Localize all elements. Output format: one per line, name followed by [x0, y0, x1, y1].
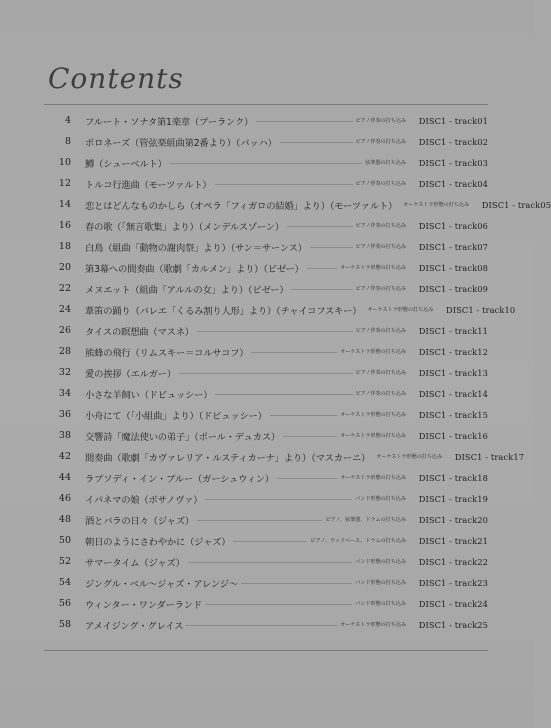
entry-accompaniment-note: ピアノ伴奏の打ち込み [355, 139, 406, 145]
entry-page-number: 20 [58, 262, 71, 273]
entry-track: DISC1 - track03 [418, 157, 488, 168]
entry-leader-line [215, 394, 352, 395]
entry-title: 小舟にて（「小組曲」より）（ドビュッシー） [85, 410, 267, 422]
entry-accompaniment-note: バンド形態の打ち込み [355, 559, 406, 565]
entry-page-number: 12 [58, 178, 71, 189]
entry-title: メヌエット（組曲「アルルの女」より）（ビゼー） [85, 284, 289, 296]
title-divider [44, 104, 488, 105]
entry-page-number: 52 [58, 556, 71, 567]
entry-accompaniment-note: オーケストラ形態の打ち込み [340, 349, 406, 355]
entry-page-number: 16 [58, 220, 71, 231]
entry-title: ポロネーズ（管弦楽組曲第2番より）（バッハ） [85, 137, 277, 149]
entry-track: DISC1 - track17 [454, 451, 525, 462]
entry-title: イパネマの娘（ボサノヴァ） [85, 494, 203, 506]
entry-track: DISC1 - track13 [418, 367, 488, 378]
entry-page-number: 26 [58, 325, 71, 336]
entry-title: 白鳥（組曲「動物の謝肉祭」より）（サン＝サーンス） [85, 242, 307, 254]
entry-leader-line [205, 604, 352, 605]
entry-accompaniment-note: オーケストラ形態の打ち込み [340, 475, 406, 481]
entry-track: DISC1 - track06 [418, 220, 488, 231]
entry-page-number: 48 [58, 514, 71, 525]
entry-title: トルコ行進曲（モーツァルト） [85, 179, 212, 191]
entry-accompaniment-note: ピアノ伴奏の打ち込み [355, 118, 406, 124]
toc-entry [44, 551, 488, 572]
entry-leader-line [197, 520, 322, 521]
toc-entry [44, 383, 488, 404]
entry-leader-line [170, 163, 363, 164]
entry-track: DISC1 - track09 [418, 283, 488, 294]
entry-leader-line [291, 289, 352, 290]
entry-page-number: 28 [58, 346, 71, 357]
entry-title: ラプソディ・イン・ブルー（ガーシュウィン） [85, 473, 274, 485]
entry-accompaniment-note: オーケストラ形態の打ち込み [403, 202, 470, 208]
toc-entry [44, 341, 488, 362]
entry-leader-line [270, 415, 337, 416]
entry-accompaniment-note: オーケストラ形態の打ち込み [340, 433, 406, 439]
toc-entry [44, 194, 551, 215]
toc-entry [44, 215, 488, 236]
entry-title: ジングル・ベル～ジャズ・アレンジ～ [85, 578, 238, 590]
entry-accompaniment-note: オーケストラ形態の打ち込み [340, 412, 406, 418]
toc-entry [44, 572, 488, 593]
entry-accompaniment-note: オーケストラ形態の打ち込み [340, 622, 406, 628]
entry-title: 鱒（シューベルト） [85, 158, 167, 170]
entry-leader-line [310, 247, 353, 248]
entry-page-number: 34 [58, 388, 71, 399]
bottom-divider [44, 650, 488, 651]
toc-entry [44, 362, 488, 383]
entry-track: DISC1 - track10 [445, 304, 516, 315]
entry-track: DISC1 - track21 [418, 535, 488, 546]
toc-entry [44, 299, 516, 320]
entry-accompaniment-note: オーケストラ形態の打ち込み [367, 307, 434, 313]
entry-title: 間奏曲（歌劇「カヴァレリア・ルスティカーナ」より）（マスカーニ） [85, 452, 371, 464]
entry-accompaniment-note: ピアノ伴奏の打ち込み [355, 391, 406, 397]
entry-page-number: 42 [58, 451, 71, 462]
toc-entry [44, 593, 488, 614]
entry-track: DISC1 - track24 [418, 598, 488, 609]
entry-title: サマータイム（ジャズ） [85, 557, 185, 569]
entry-track: DISC1 - track08 [418, 262, 488, 273]
entry-page-number: 18 [58, 241, 71, 252]
entry-track: DISC1 - track12 [418, 346, 488, 357]
toc-entry [44, 236, 488, 257]
entry-title: 朝日のようにさわやかに（ジャズ） [85, 536, 231, 548]
entry-title: 春の歌（「無言歌集」より）（メンデルスゾーン） [85, 221, 284, 233]
entry-title: 小さな羊飼い（ドビュッシー） [85, 389, 213, 401]
entry-accompaniment-note: 弦楽器の打ち込み [365, 160, 406, 166]
entry-leader-line [280, 142, 353, 143]
entry-leader-line [188, 562, 352, 563]
entry-title: アメイジング・グレイス [85, 620, 184, 632]
entry-accompaniment-note: ピアノ伴奏の打ち込み [355, 286, 406, 292]
entry-title: タイスの瞑想曲（マスネ） [85, 326, 194, 338]
toc-entry [44, 614, 488, 635]
toc-entry [44, 467, 488, 488]
toc-list [44, 110, 551, 635]
entry-title: 第3幕への間奏曲（歌劇「カルメン」より）（ビゼー） [85, 263, 304, 275]
page-title: Contents [48, 62, 184, 95]
entry-leader-line [256, 121, 352, 122]
entry-leader-line [205, 499, 352, 500]
entry-track: DISC1 - track20 [418, 514, 488, 525]
toc-entry [44, 425, 488, 446]
entry-accompaniment-note: ピアノ伴奏の打ち込み [355, 328, 406, 334]
entry-leader-line [251, 352, 337, 353]
entry-leader-line [241, 583, 352, 584]
entry-track: DISC1 - track18 [418, 472, 488, 483]
toc-entry [44, 488, 488, 509]
entry-page-number: 32 [58, 367, 71, 378]
entry-accompaniment-note: ピアノ伴奏の打ち込み [355, 181, 406, 187]
entry-title: 恋とはどんなものかしら（オペラ「フィガロの結婚」より）（モーツァルト） [85, 200, 398, 212]
toc-entry [44, 173, 488, 194]
entry-track: DISC1 - track11 [418, 325, 488, 336]
entry-leader-line [179, 373, 353, 374]
entry-track: DISC1 - track15 [418, 409, 488, 420]
entry-track: DISC1 - track19 [418, 493, 488, 504]
entry-title: フルート・ソナタ第1楽章（プーランク） [85, 116, 254, 128]
entry-page-number: 50 [58, 535, 71, 546]
entry-page-number: 36 [58, 409, 71, 420]
entry-accompaniment-note: ピアノ伴奏の打ち込み [355, 223, 406, 229]
entry-page-number: 14 [58, 199, 71, 210]
toc-entry [44, 446, 525, 467]
entry-title: 愛の挨拶（エルガー） [85, 368, 176, 380]
entry-title: 熊蜂の飛行（リムスキー＝コルサコフ） [85, 347, 249, 359]
entry-page-number: 38 [58, 430, 71, 441]
entry-leader-line [277, 478, 337, 479]
entry-page-number: 54 [58, 577, 71, 588]
entry-page-number: 8 [64, 136, 71, 147]
toc-entry [44, 320, 488, 341]
toc-entry [44, 131, 488, 152]
toc-entry [44, 509, 488, 530]
entry-leader-line [283, 436, 337, 437]
entry-page-number: 56 [58, 598, 71, 609]
entry-track: DISC1 - track14 [418, 388, 488, 399]
entry-leader-line [287, 226, 353, 227]
entry-accompaniment-note: ピアノ伴奏の打ち込み [355, 370, 406, 376]
entry-leader-line [215, 184, 353, 185]
entry-track: DISC1 - track16 [418, 430, 488, 441]
entry-leader-line [233, 541, 307, 542]
entry-accompaniment-note: ピアノ、ウッドベース、ドラムの打ち込み [310, 538, 406, 544]
toc-entry [44, 278, 488, 299]
entry-page-number: 10 [58, 157, 71, 168]
toc-entry [44, 257, 488, 278]
entry-track: DISC1 - track02 [418, 136, 488, 147]
entry-title: 交響詩「魔法使いの弟子」（ポール・デュカス） [85, 431, 281, 443]
entry-page-number: 24 [58, 304, 71, 315]
entry-accompaniment-note: ピアノ、弦楽器、ドラムの打ち込み [325, 517, 406, 523]
entry-page-number: 46 [58, 493, 71, 504]
entry-track: DISC1 - track07 [418, 241, 488, 252]
entry-page-number: 22 [58, 283, 71, 294]
entry-accompaniment-note: バンド形態の打ち込み [355, 580, 406, 586]
entry-title: 葦笛の踊り（バレエ「くるみ割り人形」より）（チャイコフスキー） [85, 305, 362, 317]
entry-title: 酒とバラの日々（ジャズ） [85, 515, 194, 527]
entry-leader-line [197, 331, 353, 332]
entry-track: DISC1 - track01 [418, 115, 488, 126]
entry-track: DISC1 - track04 [418, 178, 488, 189]
entry-page-number: 4 [64, 115, 71, 126]
entry-track: DISC1 - track25 [418, 619, 488, 630]
toc-entry [44, 152, 488, 173]
entry-accompaniment-note: バンド形態の打ち込み [355, 496, 406, 502]
entry-leader-line [307, 268, 337, 269]
entry-accompaniment-note: オーケストラ形態の打ち込み [376, 454, 443, 460]
toc-entry [44, 404, 488, 425]
entry-page-number: 58 [58, 619, 71, 630]
entry-leader-line [186, 625, 337, 626]
entry-page-number: 44 [58, 472, 71, 483]
entry-track: DISC1 - track05 [481, 199, 551, 210]
entry-track: DISC1 - track22 [418, 556, 488, 567]
entry-title: ウィンター・ワンダーランド [85, 599, 202, 611]
entry-track: DISC1 - track23 [418, 577, 488, 588]
toc-entry [44, 530, 488, 551]
toc-entry [44, 110, 488, 131]
entry-accompaniment-note: オーケストラ形態の打ち込み [340, 265, 406, 271]
entry-accompaniment-note: ピアノ伴奏の打ち込み [355, 244, 406, 250]
entry-accompaniment-note: バンド形態の打ち込み [355, 601, 406, 607]
